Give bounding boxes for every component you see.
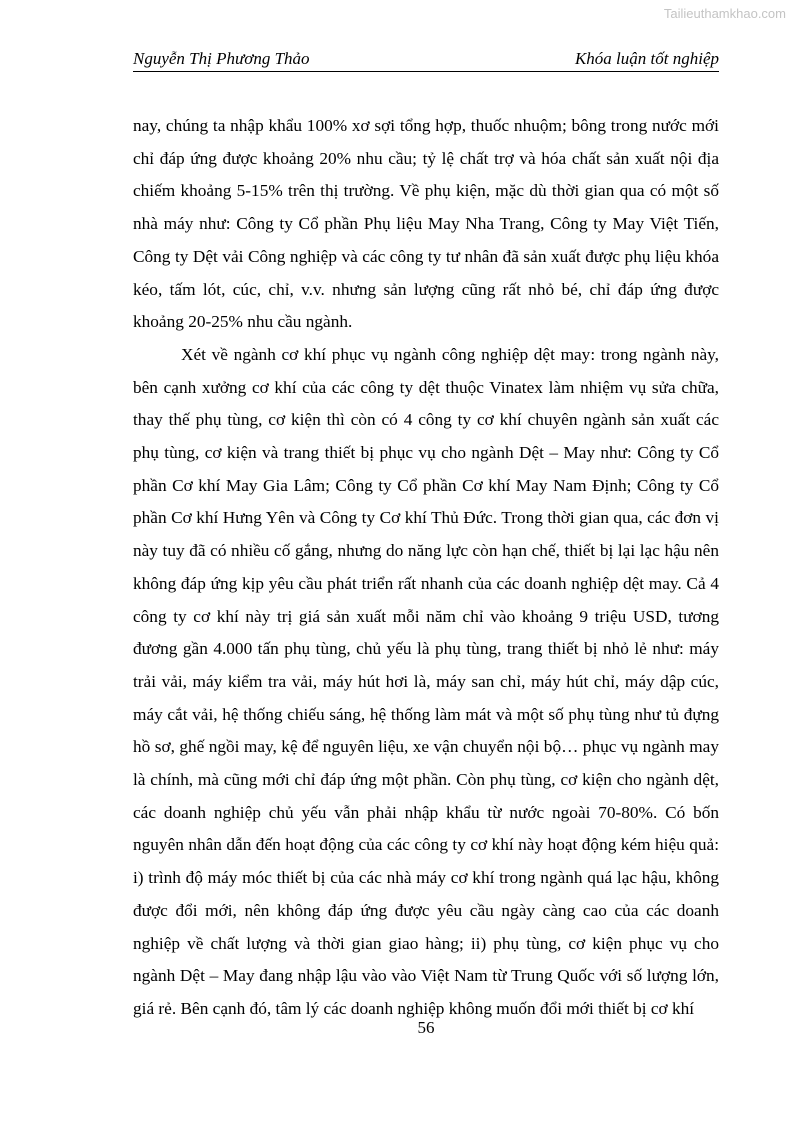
body-text — [133, 110, 719, 1026]
watermark: Tailieuthamkhao.com — [663, 6, 786, 21]
header-author: Nguyễn Thị Phương Thảo — [133, 49, 310, 68]
page-number: 56 — [417, 1018, 435, 1037]
paragraph-2: Xét về ngành cơ khí phục vụ ngành công nghiệp dệt may: trong ngành này, bên cạnh xưởng cơ khí của các công ty dệt thuộc Vinatex làm nhiệm vụ sửa chữa, thay thế phụ tùng, cơ kiện thì còn có 4 công ty cơ khí chuyên ngành sản xuất các phụ tùng, cơ kiện và trang thiết bị phục vụ cho ngành Dệt – May như: Công ty Cổ phần Cơ khí May Gia Lâm; Công ty Cổ phần Cơ khí May Nam Định; Công ty Cổ phần Cơ khí Hưng Yên và Công ty Cơ khí Thủ Đức. Trong thời gian qua, các đơn vị này tuy đã có nhiều cố gắng, nhưng do năng lực còn hạn chế, thiết bị lại lạc hậu nên không đáp ứng kịp yêu cầu phát triển rất nhanh của các doanh nghiệp dệt may. Cả 4 công ty cơ khí này trị giá sản xuất mỗi năm chỉ vào khoảng 9 triệu USD, tương đương gần 4.000 tấn phụ tùng, chủ yếu là phụ tùng, trang thiết bị nhỏ lẻ như: máy trải vải, máy kiểm tra vải, máy hút hơi là, máy san chỉ, máy hút chỉ, máy dập cúc, máy cắt vải, hệ thống chiếu sáng, hệ thống làm mát và một số phụ tùng như tủ đựng hồ sơ, ghế ngồi may, kệ để nguyên liệu, xe vận chuyển nội bộ… phục vụ ngành may là chính, mà cũng mới chỉ đáp ứng một phần. Còn phụ tùng, cơ kiện cho ngành dệt, các doanh nghiệp chủ yếu vẫn phải nhập khẩu từ nước ngoài 70-80%. Có bốn nguyên nhân dẫn đến hoạt động của các công ty cơ khí này hoạt động kém hiệu quả: i) trình độ máy móc thiết bị của các nhà máy cơ khí trong ngành quá lạc hậu, không được đổi mới, nên không đáp ứng được yêu cầu ngày càng cao của các doanh nghiệp về chất lượng và thời gian giao hàng; ii) phụ tùng, cơ kiện phục vụ cho ngành Dệt – May đang nhập lậu vào vào Việt Nam từ Trung Quốc với số lượng lớn, giá rẻ. Bên cạnh đó, tâm lý các doanh nghiệp không muốn đổi mới thiết bị cơ khí — [133, 344, 719, 1018]
paragraph-1: nay, chúng ta nhập khẩu 100% xơ sợi tổng hợp, thuốc nhuộm; bông trong nước mới chỉ đáp ứng được khoảng 20% nhu cầu; tỷ lệ chất trợ và hóa chất sản xuất nội địa chiếm khoảng 5-15% trên thị trường. Về phụ kiện, mặc dù thời gian qua có một số nhà máy như: Công ty Cổ phần Phụ liệu May Nha Trang, Công ty May Việt Tiến, Công ty Dệt vải Công nghiệp và các công ty tư nhân đã sản xuất được phụ liệu khóa kéo, tấm lót, cúc, chỉ, v.v. nhưng sản lượng cũng rất nhỏ bé, chỉ đáp ứng được khoảng 20-25% nhu cầu ngành. — [133, 116, 719, 332]
header-doc-type: Khóa luận tốt nghiệp — [574, 49, 719, 68]
page-header — [133, 49, 719, 72]
